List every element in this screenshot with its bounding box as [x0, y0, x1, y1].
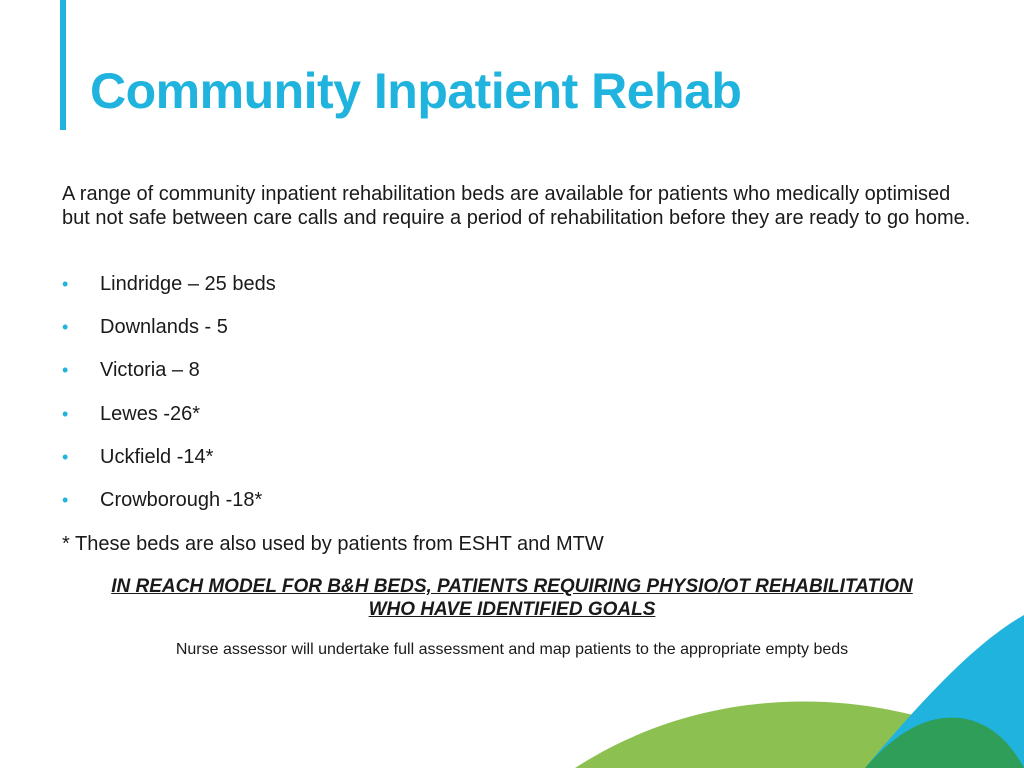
footnote: * These beds are also used by patients from ESHT and MTW	[62, 533, 604, 555]
list-item-text: Crowborough -18*	[100, 488, 263, 511]
bullet-icon: •	[62, 446, 69, 467]
intro-paragraph: A range of community inpatient rehabilitation beds are available for patients who medically optimised but not safe between care calls and require a period of rehabilitation before they are ready to go home.	[62, 183, 971, 229]
in-reach-line-2: WHO HAVE IDENTIFIED GOALS	[368, 599, 656, 620]
list-item-text: Uckfield -14*	[100, 445, 214, 468]
bullet-icon: •	[62, 317, 69, 338]
slide-title: Community Inpatient Rehab	[90, 63, 742, 119]
bullet-icon: •	[62, 274, 69, 294]
list-item-text: Lindridge – 25 beds	[100, 273, 276, 295]
list-item-text: Lewes -26*	[100, 402, 201, 425]
in-reach-line-1: IN REACH MODEL FOR B&H BEDS, PATIENTS REQUIRING PHYSIO/OT REHABILITATION	[111, 576, 913, 597]
bullet-icon: •	[62, 403, 69, 424]
bullet-icon: •	[62, 489, 69, 510]
list-item-text: Downlands - 5	[100, 316, 228, 339]
assessor-note: Nurse assessor will undertake full assessment and map patients to the appropriate empty beds	[175, 641, 849, 658]
list-item-text: Victoria – 8	[100, 359, 200, 382]
bullet-icon: •	[62, 360, 69, 381]
